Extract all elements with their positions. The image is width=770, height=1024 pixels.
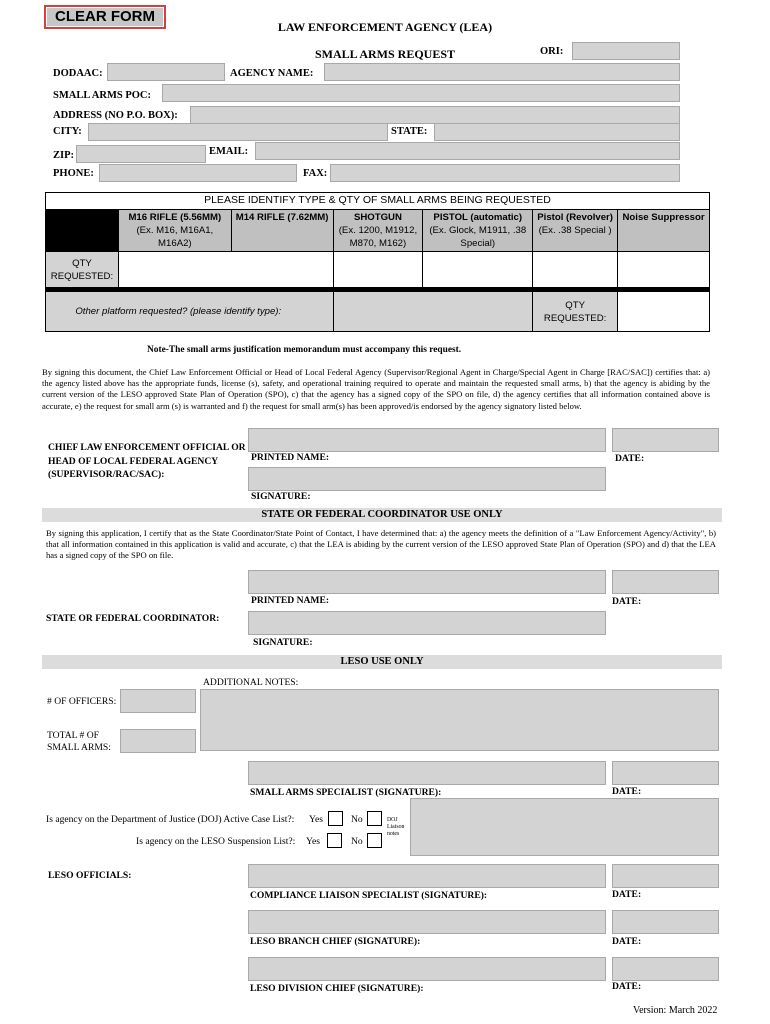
version-label: Version: March 2022 [633, 1005, 718, 1016]
additional-notes-label: ADDITIONAL NOTES: [203, 677, 299, 688]
fax-label: FAX: [303, 168, 328, 179]
division-chief-signature-label: LESO DIVISION CHIEF (SIGNATURE): [250, 983, 424, 994]
header-blank-cell [46, 210, 119, 252]
shotgun-title: SHOTGUN [353, 212, 402, 223]
coord-signature-field[interactable] [248, 611, 606, 635]
email-field[interactable] [255, 142, 680, 160]
form-title [230, 14, 540, 68]
qty-label: QTY REQUESTED: [50, 258, 114, 282]
dodaac-label: DODAAC: [53, 68, 103, 79]
specialist-signature-label: SMALL ARMS SPECIALIST (SIGNATURE): [250, 787, 442, 798]
branch-chief-date-field[interactable] [612, 910, 719, 934]
ori-field[interactable] [572, 42, 680, 60]
other-qty-input[interactable] [618, 292, 710, 332]
small-arms-request-table [45, 192, 710, 332]
state-label: STATE: [391, 126, 428, 137]
zip-label: ZIP: [53, 150, 74, 161]
specialist-date-label: DATE: [612, 786, 642, 797]
other-qty-label-cell [533, 292, 618, 332]
fax-field[interactable] [330, 164, 680, 182]
coord-date-label: DATE: [612, 596, 642, 607]
division-chief-date-label: DATE: [612, 981, 642, 992]
pistol-auto-examples: (Ex. Glock, M1911, .38 Special) [429, 225, 527, 249]
doj-liaison-notes-label: DOJ Liaison notes [387, 817, 405, 837]
chief-printed-name-label: PRINTED NAME: [251, 452, 330, 463]
suspension-question-label: Is agency on the LESO Suspension List?: [136, 836, 296, 847]
other-platform-row [46, 292, 710, 332]
phone-field[interactable] [99, 164, 297, 182]
suppressor-title: Noise Suppressor [622, 212, 705, 223]
total-arms-label: TOTAL # OF SMALL ARMS: [47, 730, 111, 753]
other-platform-input[interactable] [333, 292, 533, 332]
chief-date-label: DATE: [615, 453, 645, 464]
chief-printed-name-field[interactable] [248, 428, 606, 452]
total-arms-field[interactable] [120, 729, 196, 753]
qty-pistol-input[interactable] [423, 252, 533, 288]
header-revolver [533, 210, 618, 252]
small-arms-poc-field[interactable] [162, 84, 680, 102]
compliance-date-label: DATE: [612, 889, 642, 900]
other-qty-label: QTY REQUESTED: [543, 300, 607, 324]
qty-label-cell [46, 252, 119, 288]
leso-officials-label: LESO OFFICIALS: [48, 870, 132, 881]
dodaac-field[interactable] [107, 63, 225, 81]
branch-chief-signature-label: LESO BRANCH CHIEF (SIGNATURE): [250, 936, 421, 947]
coord-signature-label: SIGNATURE: [253, 637, 313, 648]
address-field[interactable] [190, 106, 680, 124]
qty-shotgun-input[interactable] [333, 252, 423, 288]
qty-rifle-input[interactable] [118, 252, 333, 288]
other-platform-label-cell [46, 292, 334, 332]
qty-row [46, 252, 710, 288]
m14-title: M14 RIFLE (7.62MM) [235, 212, 329, 223]
coord-printed-name-label: PRINTED NAME: [251, 595, 330, 606]
header-pistol-auto [423, 210, 533, 252]
specialist-date-field[interactable] [612, 761, 719, 785]
pistol-auto-title: PISTOL (automatic) [433, 212, 523, 223]
table-header-row [46, 210, 710, 252]
suspension-no-label: No [351, 836, 363, 847]
justification-note: Note-The small arms justification memorandum must accompany this request. [147, 345, 462, 355]
chief-date-field[interactable] [612, 428, 719, 452]
chief-official-label: CHIEF LAW ENFORCEMENT OFFICIAL OR HEAD OF LOCAL FEDERAL AGENCY (SUPERVISOR/RAC/SAC): [48, 442, 246, 480]
coord-date-field[interactable] [612, 570, 719, 594]
division-chief-signature-field[interactable] [248, 957, 606, 981]
suspension-no-checkbox[interactable] [367, 833, 382, 848]
header-m16 [118, 210, 231, 252]
state-field[interactable] [434, 123, 680, 141]
chief-signature-label: SIGNATURE: [251, 491, 311, 502]
doj-question-label: Is agency on the Department of Justice (DOJ) Active Case List?: [46, 814, 295, 825]
branch-chief-date-label: DATE: [612, 936, 642, 947]
qty-revolver-input[interactable] [533, 252, 618, 288]
header-suppressor [618, 210, 710, 252]
officers-count-label: # OF OFFICERS: [47, 696, 117, 707]
coordinator-label: STATE OR FEDERAL COORDINATOR: [46, 613, 220, 624]
city-label: CITY: [53, 126, 82, 137]
doj-no-label: No [351, 814, 363, 825]
doj-yes-label: Yes [309, 814, 323, 825]
clear-form-label: CLEAR FORM [55, 8, 155, 25]
certification-text: By signing this document, the Chief Law Enforcement Official or Head of Local Federal Agency (Supervisor/Regional Agent in Charge/Special Agent in Charge [RAC/SAC]) certifies that: a) the agency listed above has the appropriate funds, license (s), safety, and operational training required to operate and maintain the requested small arms, b) that the agency is abiding by the current version of the LESO approved State Plan of Operation (SPO), c) that the agency has a signed copy of the SPO on file, d) the agency certifies that all information contained above is accurate, e) the request for small arm (s) is warranted and f) the request for small arm(s) has been approved/is endorsed by the agency signatory listed below. [42, 367, 710, 411]
agency-name-field[interactable] [324, 63, 680, 81]
compliance-signature-label: COMPLIANCE LIAISON SPECIALIST (SIGNATURE): [250, 890, 488, 901]
revolver-title: Pistol (Revolver) [537, 212, 613, 223]
revolver-examples: (Ex. .38 Special ) [538, 225, 612, 236]
email-label: EMAIL: [209, 146, 249, 157]
small-arms-poc-label: SMALL ARMS POC: [53, 90, 152, 101]
additional-notes-field[interactable] [200, 689, 719, 751]
city-field[interactable] [88, 123, 388, 141]
suspension-yes-label: Yes [306, 836, 320, 847]
header-m14 [231, 210, 333, 252]
zip-field[interactable] [76, 145, 206, 163]
shotgun-examples: (Ex. 1200, M1912, M870, M162) [338, 225, 418, 249]
doj-no-checkbox[interactable] [367, 811, 382, 826]
table-heading: PLEASE IDENTIFY TYPE & QTY OF SMALL ARMS BEING REQUESTED [46, 193, 710, 210]
address-label: ADDRESS (NO P.O. BOX): [53, 110, 178, 121]
m16-examples: (Ex. M16, M16A1, M16A2) [136, 225, 214, 249]
other-platform-label: Other platform requested? (please identify type): [75, 306, 282, 317]
title-line-1: LAW ENFORCEMENT AGENCY (LEA) [277, 20, 493, 34]
coordinator-certification-text: By signing this application, I certify that as the State Coordinator/State Point of Contact, I have determined that: a) the agency meets the definition of a "Law Enforcement Agency/Activity", b) that all information contained in this application is valid and accurate, c) that the LEA is abiding by the current version of the LESO approved State Plan of Operation (SPO) and d) that the LEA has a signed copy of the SPO on file. [46, 528, 716, 561]
branch-chief-signature-field[interactable] [248, 910, 606, 934]
ori-label: ORI: [540, 46, 564, 57]
chief-signature-field[interactable] [248, 467, 606, 491]
compliance-signature-field[interactable] [248, 864, 606, 888]
coordinator-section-bar: STATE OR FEDERAL COORDINATOR USE ONLY [42, 508, 722, 522]
phone-label: PHONE: [53, 168, 94, 179]
suspension-yes-checkbox[interactable] [327, 833, 342, 848]
officers-count-field[interactable] [120, 689, 196, 713]
qty-suppressor-input[interactable] [618, 252, 710, 288]
clear-form-button[interactable] [44, 5, 166, 29]
table-heading-row [46, 193, 710, 210]
coord-printed-name-field[interactable] [248, 570, 606, 594]
title-line-2: SMALL ARMS REQUEST [314, 47, 456, 61]
compliance-date-field[interactable] [612, 864, 719, 888]
division-chief-date-field[interactable] [612, 957, 719, 981]
doj-yes-checkbox[interactable] [328, 811, 343, 826]
leso-section-bar: LESO USE ONLY [42, 655, 722, 669]
doj-liaison-notes-field[interactable] [410, 798, 719, 856]
header-shotgun [333, 210, 423, 252]
agency-name-label: AGENCY NAME: [230, 68, 314, 79]
specialist-signature-field[interactable] [248, 761, 606, 785]
m16-title: M16 RIFLE (5.56MM) [128, 212, 222, 223]
